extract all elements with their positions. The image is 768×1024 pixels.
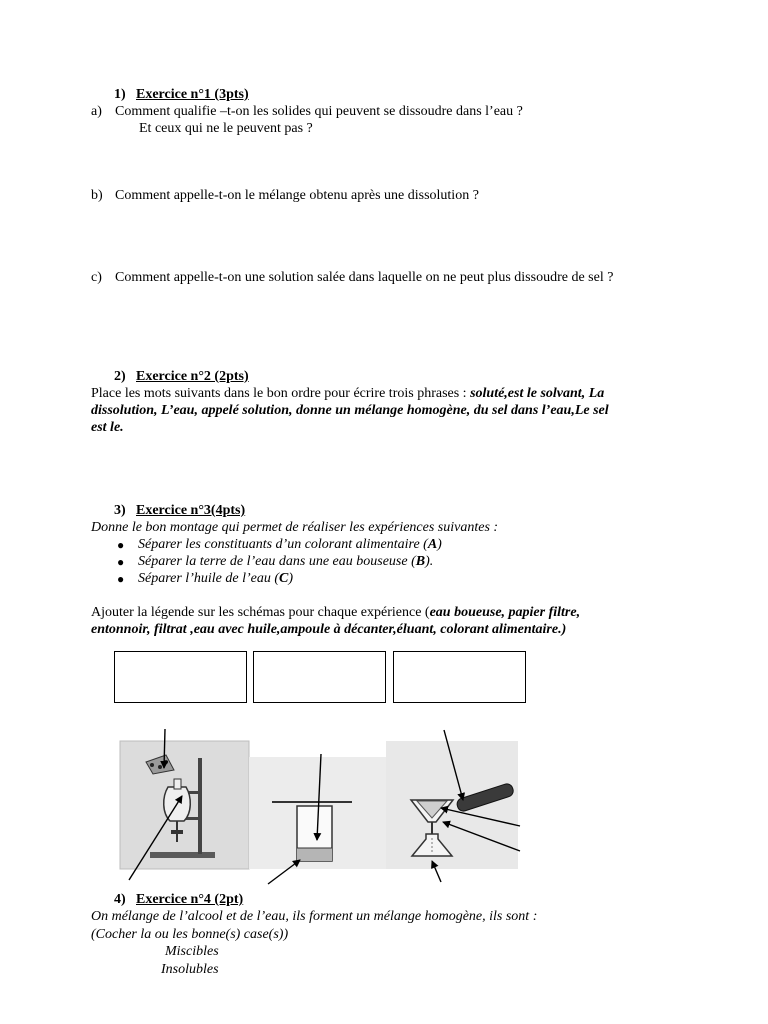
experiment-b-end: ). bbox=[425, 554, 434, 569]
legend-words-line1: eau boueuse, papier filtre, bbox=[429, 605, 581, 620]
option-miscibles[interactable]: Miscibles bbox=[165, 944, 219, 959]
exercise-4-instruction: (Cocher la ou les bonne(s) case(s)) bbox=[91, 927, 289, 942]
experiment-c-end: ) bbox=[288, 571, 294, 586]
question-1a-text: Comment qualifie –t-on les solides qui peuvent se dissoudre dans l’eau ? bbox=[115, 104, 523, 119]
exercise-4-question: On mélange de l’alcool et de l’eau, ils forment un mélange homogène, ils sont : bbox=[91, 909, 538, 924]
exercise-3-intro: Donne le bon montage qui permet de réaliser les expériences suivantes : bbox=[91, 520, 499, 535]
exercise-1-number: 1) bbox=[114, 87, 126, 102]
exercise-1-title: Exercice n°1 (3pts) bbox=[136, 87, 249, 102]
experiment-b-letter: B bbox=[415, 554, 426, 569]
option-insolubles[interactable]: Insolubles bbox=[161, 962, 219, 977]
bullet-icon: ● bbox=[117, 572, 125, 586]
beaker-setup-image bbox=[249, 757, 386, 869]
legend-intro: Ajouter la légende sur les schémas pour chaque expérience ( bbox=[91, 605, 430, 620]
exercise-4-heading bbox=[114, 891, 243, 908]
chromatography-setup-image bbox=[120, 741, 249, 869]
exercise-2-title: Exercice n°2 (2pts) bbox=[136, 369, 249, 384]
question-1b-text: Comment appelle-t-on le mélange obtenu après une dissolution ? bbox=[115, 188, 479, 203]
bullet-icon: ● bbox=[117, 538, 125, 552]
question-1c-text: Comment appelle-t-on une solution salée dans laquelle on ne peut plus dissoudre de sel ? bbox=[115, 270, 614, 285]
question-1b-label: b) bbox=[91, 188, 103, 203]
exercise-2-words-line1: soluté,est le solvant, La bbox=[470, 386, 605, 401]
exercise-4-title: Exercice n°4 (2pt) bbox=[136, 892, 244, 907]
exercise-2-intro: Place les mots suivants dans le bon ordre pour écrire trois phrases : bbox=[91, 386, 471, 401]
bullet-icon: ● bbox=[117, 555, 125, 569]
question-1c-label: c) bbox=[91, 270, 102, 285]
exercise-4-number: 4) bbox=[114, 892, 126, 907]
experiment-a-text: Séparer les constituants d’un colorant alimentaire ( bbox=[138, 537, 428, 552]
exercise-3-title: Exercice n°3(4pts) bbox=[136, 503, 246, 518]
exercise-2-words-line3: est le. bbox=[91, 420, 124, 435]
experiment-c-letter: C bbox=[279, 571, 289, 586]
question-1a-label: a) bbox=[91, 104, 102, 119]
question-1a-text-line2: Et ceux qui ne le peuvent pas ? bbox=[139, 121, 313, 136]
experiment-a-end: ) bbox=[437, 537, 442, 552]
legend-words-line2: entonnoir, filtrat ,eau avec huile,ampoule à décanter,éluant, colorant alimentaire.) bbox=[91, 622, 567, 637]
exercise-2-number: 2) bbox=[114, 369, 126, 384]
exercise-2-words-line2: dissolution, L’eau, appelé solution, donne un mélange homogène, du sel dans l’eau,Le sel bbox=[91, 403, 609, 418]
experiment-c-text: Séparer l’huile de l’eau ( bbox=[138, 571, 279, 586]
experiment-b-text: Séparer la terre de l’eau dans une eau bouseuse ( bbox=[138, 554, 416, 569]
experiment-a-letter: A bbox=[427, 537, 438, 552]
exercise-3-number: 3) bbox=[114, 503, 126, 518]
